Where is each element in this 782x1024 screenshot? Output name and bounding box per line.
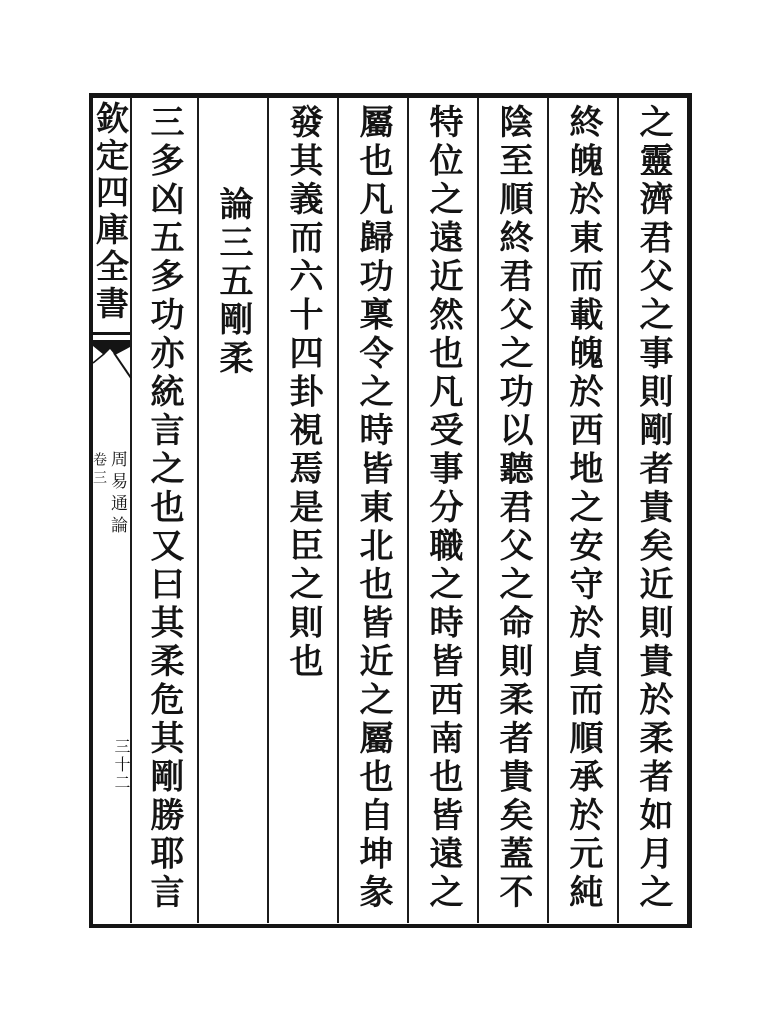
text-column: 陰至順終君父之功以聽君父之命則柔者貴矣蓋不: [493, 104, 533, 913]
text-column: 特位之遠近然也凡受事分職之時皆西南也皆遠之: [423, 104, 463, 913]
book-title: 周易通論: [107, 450, 127, 538]
page-number: 三十二: [112, 738, 131, 792]
text-column: 發其義而六十四卦視焉是臣之則也: [283, 104, 323, 682]
collection-title: 欽定四庫全書: [91, 101, 130, 323]
fishtail-mark-icon: [90, 331, 132, 381]
text-column: 三多凶五多功亦統言之也又曰其柔危其剛勝耶言: [144, 104, 184, 913]
section-heading: 論三五剛柔: [213, 186, 253, 379]
text-column: 終魄於東而載魄於西地之安守於貞而順承於元純: [563, 104, 603, 913]
text-column: 之靈濟君父之事則剛者貴矣近則貴於柔者如月之: [633, 104, 673, 913]
text-column: 屬也凡歸功稟令之時皆東北也皆近之屬也自坤彖: [353, 104, 393, 913]
volume-label: 卷三: [91, 452, 107, 488]
